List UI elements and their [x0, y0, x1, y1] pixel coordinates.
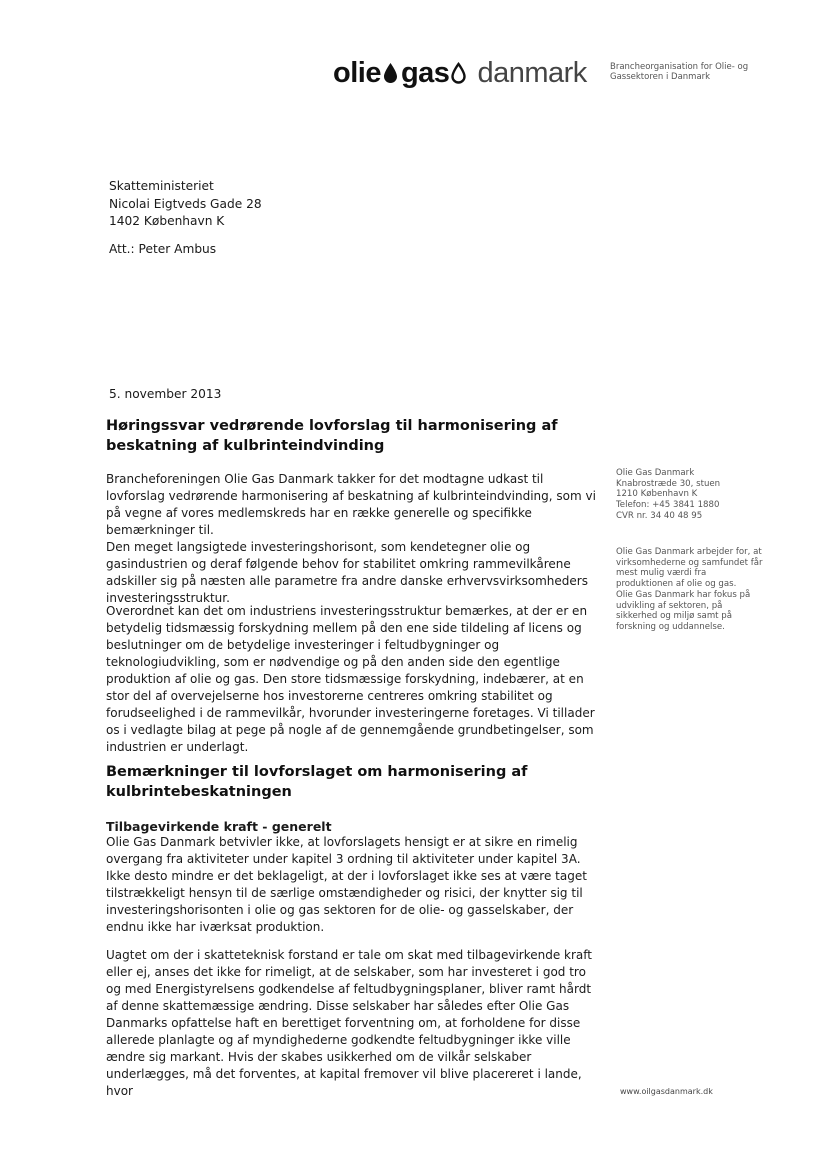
org-tagline-line: Gassektoren i Danmark — [610, 72, 711, 82]
recipient-address — [109, 178, 262, 231]
contact-line: CVR nr. 34 40 48 95 — [616, 510, 703, 521]
company-logo — [333, 56, 587, 92]
letter-title: Høringssvar vedrørende lovforslag til harmonisering af beskatning af kulbrinteindvinding — [106, 418, 558, 454]
footer-website: www.oilgasdanmark.dk — [620, 1087, 713, 1096]
about-text: Olie Gas Danmark arbejder for, at virksomhederne og samfundet får mest mulig værdi fra produktionen af olie og gas. — [616, 547, 763, 590]
sidebar-contact — [616, 468, 766, 522]
body-paragraph: Uagtet om der i skatteteknisk forstand er tale om skat med tilbagevirkende kraft eller ej, anses det ikke for rimeligt, at de selskaber, som har investeret i god tro og med Energistyrelsens godkendelse af feltudbygningsplaner, bliver ramt hårdt af denne skattemæssige ændring. Disse selskaber har således efter Olie Gas Danmarks opfattelse haft en berettiget forventning om, at forholdene for disse allerede planlagte og af myndighederne godkendte feltudbygninger ikke ville ændre sig markant. Hvis der skabes usikkerhed om de vilkår selskaber underlægges, må det forventes, at kapital fremover vil blive placereret i lande, hvor — [106, 948, 593, 1098]
org-tagline-line: Brancheorganisation for Olie- og — [610, 62, 749, 72]
logo-word-danmark: danmark — [477, 57, 587, 89]
body-paragraph: Den meget langsigtede investeringshorisont, som kendetegner olie og gasindustrien og deraf følgende behov for stabilitet omkring rammevilkårene adskiller sig på næsten alle parametre fra andre danske erhvervsvirksomheders investeringsstruktur. — [106, 540, 588, 605]
recipient-attention: Att.: Peter Ambus — [109, 242, 217, 256]
body-paragraph: Olie Gas Danmark betvivler ikke, at lovforslagets hensigt er at sikre en rimelig overgang fra aktiviteter under kapitel 3 ordning til aktiviteter under kapitel 3A. Ikke desto mindre er det beklageligt, at der i lovforslaget ikke ses at være taget tilstrækkeligt hensyn til de særlige omstændigheder og risici, der knytter sig til investeringshorisonten i olie og gas sektoren for de olie- og gasselskaber, der endnu ikke har iværksat produktion. — [106, 835, 587, 934]
recipient-line: 1402 København K — [109, 214, 225, 228]
recipient-line: Nicolai Eigtveds Gade 28 — [109, 196, 262, 211]
org-tagline — [610, 62, 770, 82]
logo-word-gas: gas — [400, 57, 450, 89]
contact-line: Olie Gas Danmark — [616, 468, 695, 478]
subsection-heading: Tilbagevirkende kraft - generelt — [106, 819, 332, 834]
body-paragraph: Brancheforeningen Olie Gas Danmark takker for det modtagne udkast til lovforslag vedrørende harmonisering af beskatning af kulbrinteindvinding, som vi på vegne af vores medlemskreds har en række generelle og specifikke bemærkninger til. — [106, 472, 596, 537]
about-text: Olie Gas Danmark har fokus på udvikling af sektoren, på sikkerhed og miljø samt på forskning og uddannelse. — [616, 589, 751, 632]
sidebar-about — [616, 547, 766, 633]
body-paragraph: Overordnet kan det om industriens investeringsstruktur bemærkes, at der er en betydelig tidsmæssig forskydning mellem på den ene side tildeling af licens og beslutninger om de betydelige investeringer i feltudbygninger og teknologiudvikling, som er nødvendige og på den anden side den egentlige produktion af olie og gas. Den store tidsmæssige forskydning, indebærer, at en stor del af overvejelserne hos investorerne centreres omkring stabilitet og forudseelighed i de rammevilkår, hvorunder investeringerne foretages. Vi tillader os i vedlagte bilag at pege på nogle af de gennemgående grundbetingelser, som industrien er underlagt. — [106, 604, 595, 754]
recipient-line: Skatteministeriet — [109, 179, 214, 193]
section-heading: Bemærkninger til lovforslaget om harmonisering af kulbrintebeskatningen — [106, 764, 528, 800]
contact-line: Telefon: +45 3841 1880 — [616, 500, 720, 511]
oil-drop-icon — [383, 58, 398, 92]
gas-drop-icon — [451, 58, 466, 92]
logo-word-olie: olie — [333, 57, 381, 89]
contact-line: 1210 København K — [616, 489, 698, 500]
letter-date: 5. november 2013 — [109, 387, 222, 401]
contact-line: Knabrostræde 30, stuen — [616, 478, 721, 489]
